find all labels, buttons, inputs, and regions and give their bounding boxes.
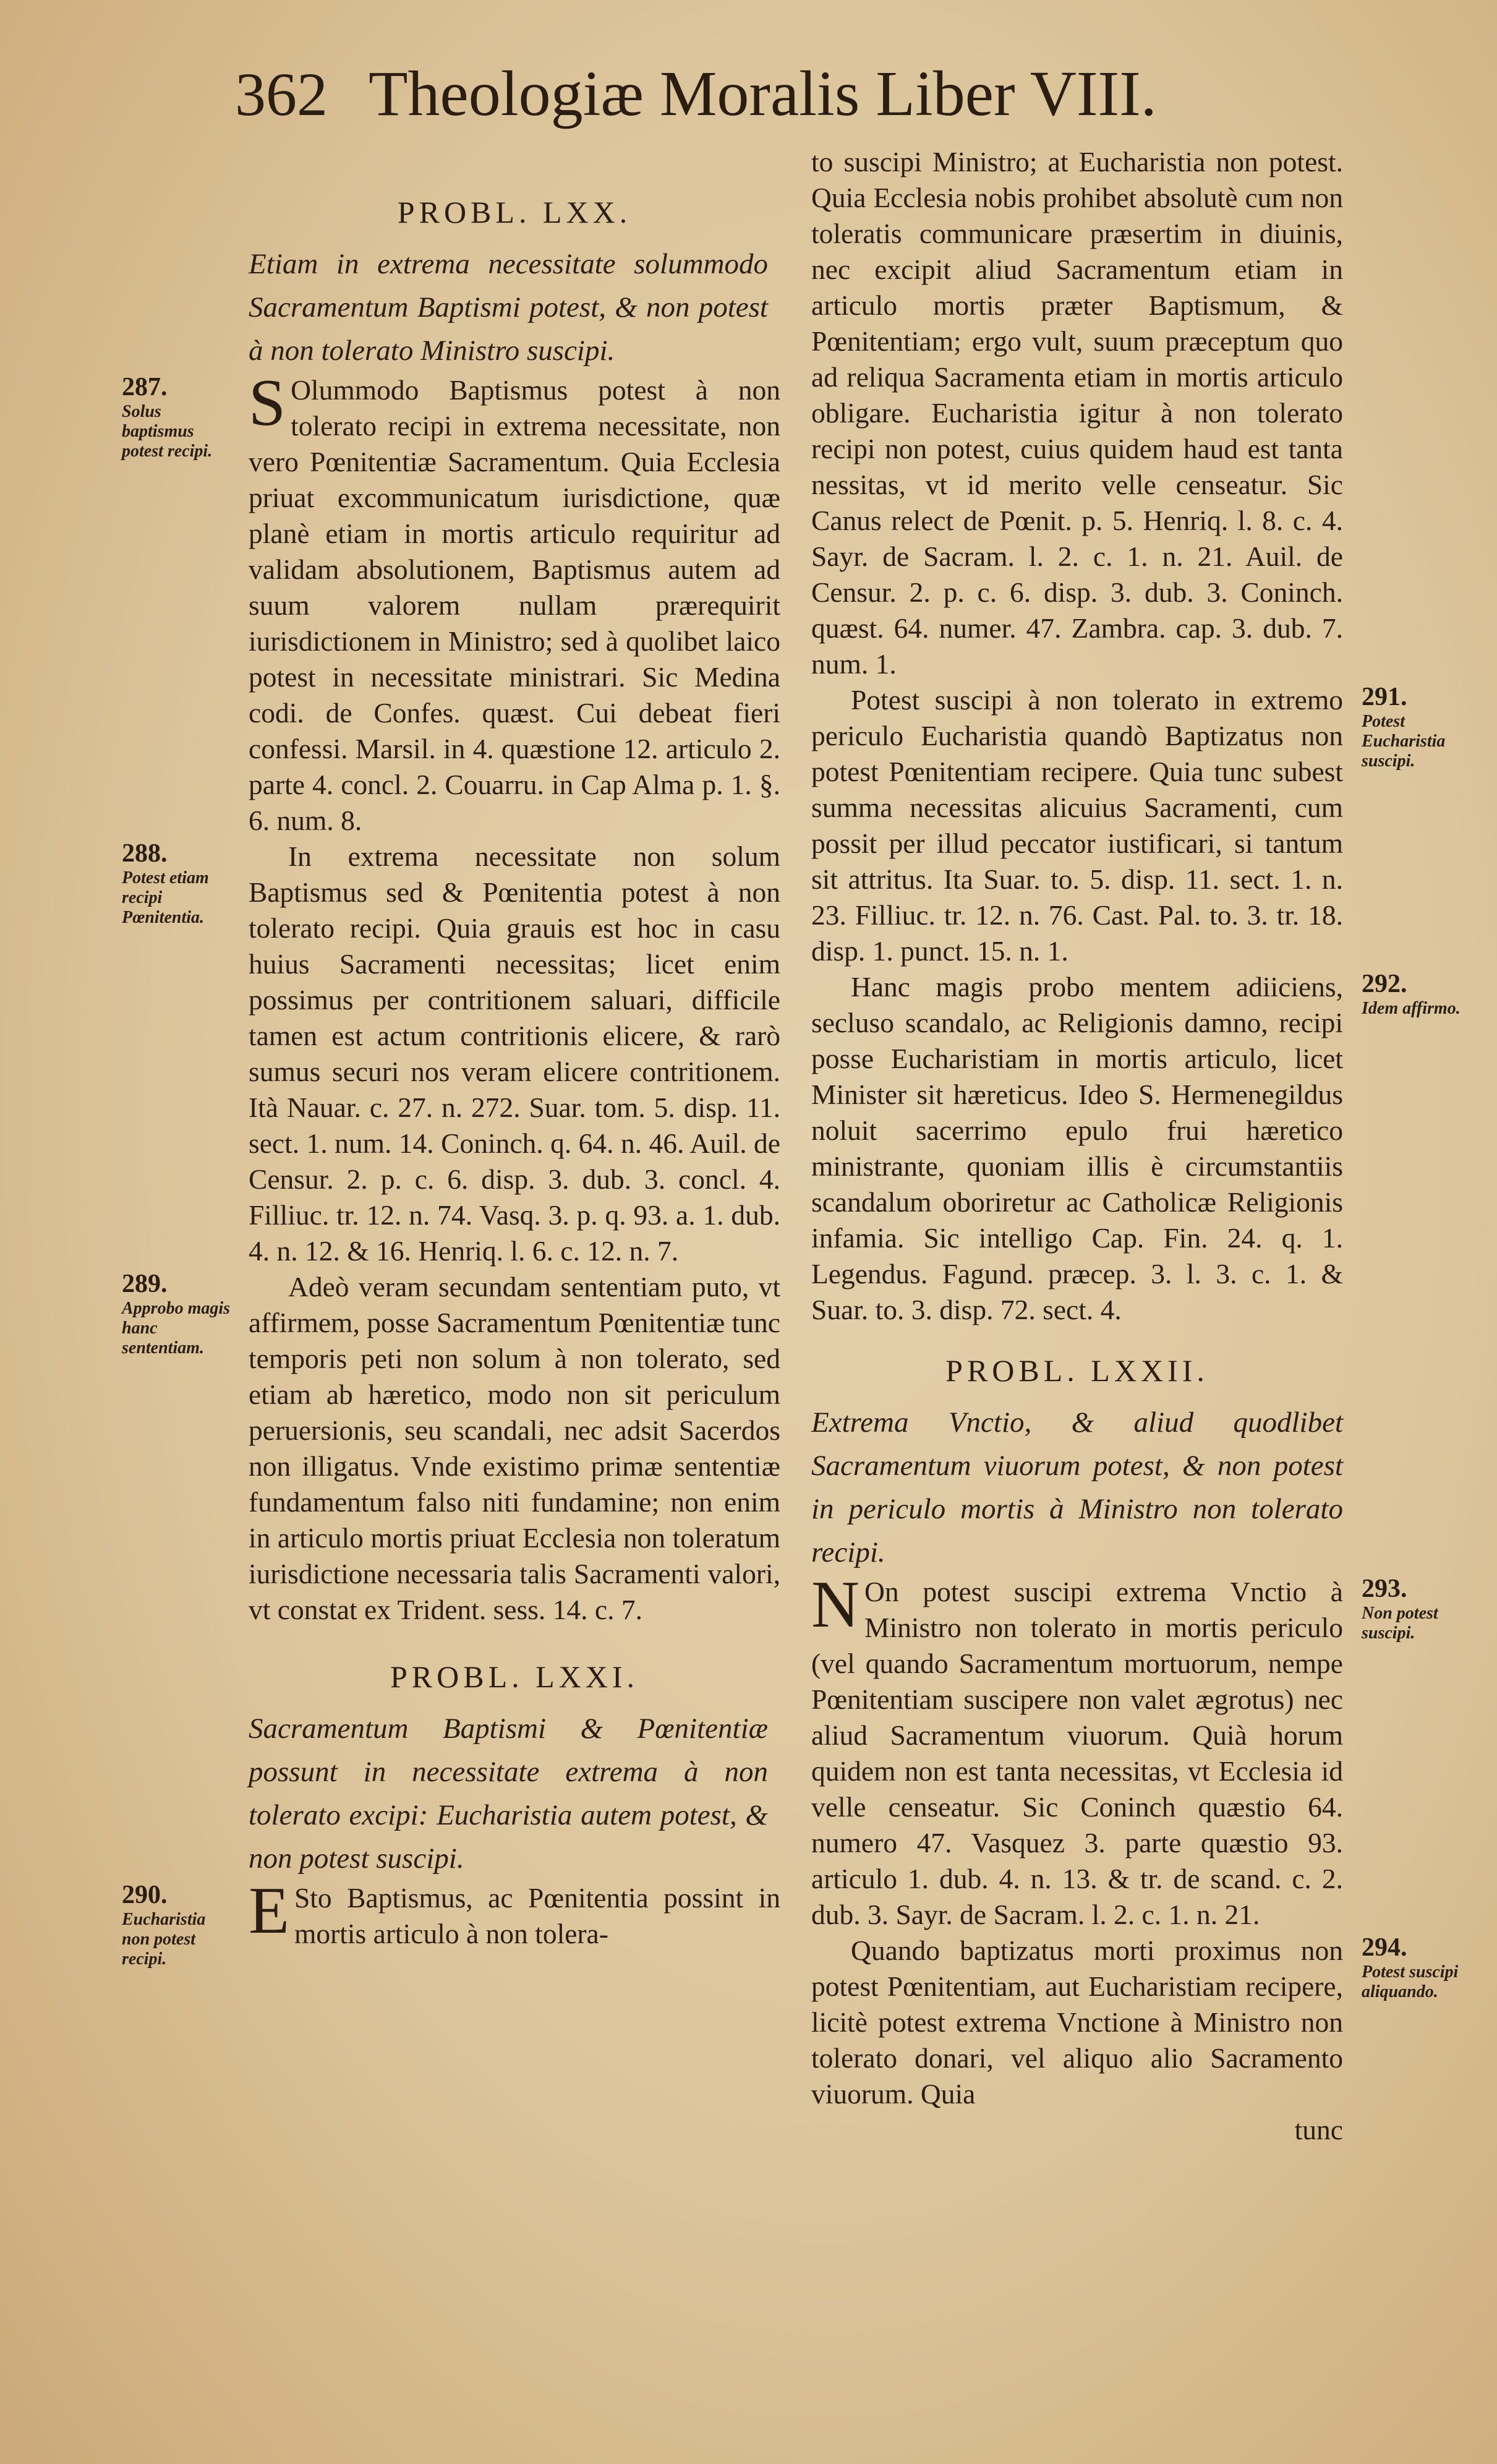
margin-note-text: Non potest suscipi. — [1362, 1604, 1438, 1643]
margin-note — [1362, 969, 1482, 1019]
margin-note-text: Approbo magis hanc sententiam. — [122, 1299, 231, 1358]
paragraph-293 — [811, 1568, 1438, 1933]
page-number: 362 — [235, 60, 328, 129]
right-column — [811, 144, 1461, 2148]
paragraph-290 — [122, 1874, 780, 1969]
paragraph-text: Quando baptizatus morti proximus non potest Pœnitentiam, aut Eucharistiam recipere, licitè potest extrema Vnctione à Ministro non tolerato donari, vel aliquo alio Sacramento viuorum. Quia — [811, 1935, 1343, 2110]
margin-note-text: Idem affirmo. — [1362, 999, 1461, 1018]
paragraph-number: 291. — [1362, 683, 1407, 711]
left-column — [122, 186, 780, 1969]
paragraph-number: 287. — [122, 373, 168, 401]
paragraph-287 — [122, 366, 780, 839]
problem-summary: Sacramentum Baptismi & Pœnitentiæ possunt in necessitate extrema à non tolerato excipi: Eucharistia autem potest, & non potest suscipi. — [249, 1713, 768, 1875]
margin-note-text: Eucharistia non potest recipi. — [122, 1910, 206, 1969]
paragraph-number: 292. — [1362, 970, 1407, 998]
paragraph-text: In extrema necessitate non solum Baptismus sed & Pœnitentia potest à non tolerato recipi. Quia grauis est hoc in casu huius Sacramenti necessitas; licet enim possimus per contritionem saluari, difficile tamen est actum contritionis elicere, & rarò sumus securi nos veram elicere contritionem. Ità Nauar. c. 27. n. 272. Suar. tom. 5. disp. 11. sect. 1. num. 14. Coninch. q. 64. n. 46. Auil. de Censur. 2. p. c. 6. disp. 3. dub. 3. concl. 4. Filliuc. tr. 12. n. 74. Vasq. 3. p. q. 93. a. 1. dub. 4. n. 12. & 16. Henriq. l. 6. c. 12. n. 7. — [249, 841, 780, 1267]
paragraph-text: E Sto Baptismus, ac Pœnitentia possint in mortis articulo à non tolera- — [249, 1874, 780, 1949]
margin-note — [122, 839, 233, 928]
running-title: Theologiæ Moralis Liber VIII. — [369, 58, 1157, 129]
drop-capital: N — [811, 1568, 859, 1641]
drop-capital: E — [249, 1874, 289, 1948]
margin-note — [1362, 1574, 1482, 1643]
margin-note-text: Potest Eucharistia suscipi. — [1362, 712, 1446, 771]
paragraph-text: S Olummodo Baptismus potest à non tolerato recipi in extrema necessitate, non vero Pœnitentiæ Sacramentum. Quia Ecclesia priuat excommunicatum iurisdictione, quæ planè etiam in mortis articulo requiritur ad validam absolutionem, Baptismus autem ad suum valorem nullam prærequirit iurisdictionem in Ministro; sed à quolibet laico potest in necessitate ministrari. Sic Medina codi. de Confes. quæst. Cui debeat fieri confessi. Marsil. in 4. quæstione 12. articulo 2. parte 4. concl. 2. Couarru. in Cap Alma p. 1. §. 6. num. 8. — [249, 366, 780, 836]
problem-summary: Extrema Vnctio, & aliud quodlibet Sacramentum viuorum potest, & non potest in periculo mortis à Ministro non tolerato recipi. — [811, 1406, 1343, 1568]
problem-heading: PROBL. LXXII. — [945, 1353, 1209, 1388]
paragraph-294 — [811, 1933, 1459, 2112]
margin-note — [122, 372, 233, 461]
paragraph-291 — [811, 682, 1446, 969]
running-header — [235, 57, 1157, 130]
paragraph-text: Potest suscipi à non tolerato in extremo periculo Eucharistia quandò Baptizatus non potest Pœnitentiam recipere. Quia tunc subest summa necessitas alicuius Sacramenti, cum possit per illud peccator iustificari, si tantum sit attritus. Ita Suar. to. 5. disp. 11. sect. 1. n. 23. Filliuc. tr. 12. n. 76. Cast. Pal. to. 3. tr. 18. disp. 1. punct. 15. n. 1. — [811, 684, 1343, 967]
problem-summary: Etiam in extrema necessitate solummodo Sacramentum Baptismi potest, & non potest à non tolerato Ministro suscipi. — [249, 248, 768, 367]
paragraph-288 — [122, 839, 780, 1269]
margin-note-text: Potest suscipi aliquando. — [1362, 1962, 1459, 2001]
continued-paragraph: to suscipi Ministro; at Eucharistia non potest. Quia Ecclesia nobis prohibet absolutè cum non toleratis communicare præsertim in diuinis, nec excipit aliud Sacramentum etiam in articulo mortis præter Baptismum, & Pœnitentiam; ergo vult, suum præceptum quo ad reliqua Sacramenta etiam in mortis articulo obligare. Eucharistia igitur à non tolerato recipi non potest, cuius quidem haud est tanta nessitas, vt id merito velle censeatur. Sic Canus relect de Pœnit. p. 5. Henriq. l. 8. c. 4. Sayr. de Sacram. l. 2. c. 1. n. 21. Auil. de Censur. 2. p. c. 6. disp. 3. dub. 3. Coninch. quæst. 64. numer. 47. Zambra. cap. 3. dub. 7. num. 1. — [811, 146, 1343, 680]
paragraph-text: Hanc magis probo mentem adiiciens, secluso scandalo, ac Religionis damno, recipi posse Eucharistiam in mortis articulo, licet Minister sit hæreticus. Ideo S. Hermenegildus noluit sacerrimo epulo frui hæretico ministrante, quoniam illis è circumstantiis scandalum oboriretur ac Catholicæ Religionis infamia. Sic intelligo Cap. Fin. 24. q. 1. Legendus. Fagund. præcep. 3. l. 3. c. 1. & Suar. to. 3. disp. 72. sect. 4. — [811, 971, 1343, 1325]
paragraph-text: Adeò veram secundam sententiam puto, vt affirmem, posse Sacramentum Pœnitentiæ tunc temporis peti non solum à non tolerato, sed etiam ab hæretico, modo non sit periculum peruersionis, seu scandali, nec adsit Sacerdos non illigatus. Vnde existimo primæ sententiæ fundamentum falso niti fundamine; non enim in articulo mortis priuat Ecclesia non toleratum iurisdictione necessaria talis Sacramenti valori, vt constat ex Trident. sess. 14. c. 7. — [249, 1271, 780, 1625]
margin-note — [122, 1269, 233, 1358]
margin-note — [122, 1880, 233, 1969]
margin-note — [1362, 682, 1482, 771]
paragraph-number: 294. — [1362, 1933, 1407, 1962]
margin-note-text: Potest etiam recipi Pœnitentia. — [122, 868, 209, 927]
problem-heading: PROBL. LXXI. — [390, 1659, 639, 1694]
paragraph-number: 293. — [1362, 1575, 1407, 1603]
catchword: tunc — [1294, 2114, 1343, 2145]
margin-note-text: Solus baptismus potest recipi. — [122, 402, 213, 461]
problem-heading: PROBL. LXX. — [397, 195, 632, 229]
paragraph-289 — [122, 1269, 780, 1628]
margin-note — [1362, 1933, 1482, 2002]
paragraph-number: 290. — [122, 1881, 168, 1909]
drop-capital: S — [249, 366, 286, 440]
paragraph-number: 288. — [122, 839, 168, 868]
paragraph-text: N On potest suscipi extrema Vnctio à Ministro non tolerato in mortis periculo (vel quando Sacramentum mortuorum, nempe Pœnitentiam suscipere non valet ægrotus) nec aliud Sacramentum viuorum. Quià horum quidem non est tanta necessitas, vt Ecclesia id velle censeatur. Sic Coninch quæstio 64. numero 47. Vasquez 3. parte quæstio 93. articulo 1. dub. 4. n. 13. & tr. de scand. c. 2. dub. 3. Sayr. de Sacram. l. 2. c. 1. n. 21. — [811, 1568, 1343, 1930]
paragraph-292 — [811, 969, 1461, 1328]
paragraph-number: 289. — [122, 1270, 168, 1298]
